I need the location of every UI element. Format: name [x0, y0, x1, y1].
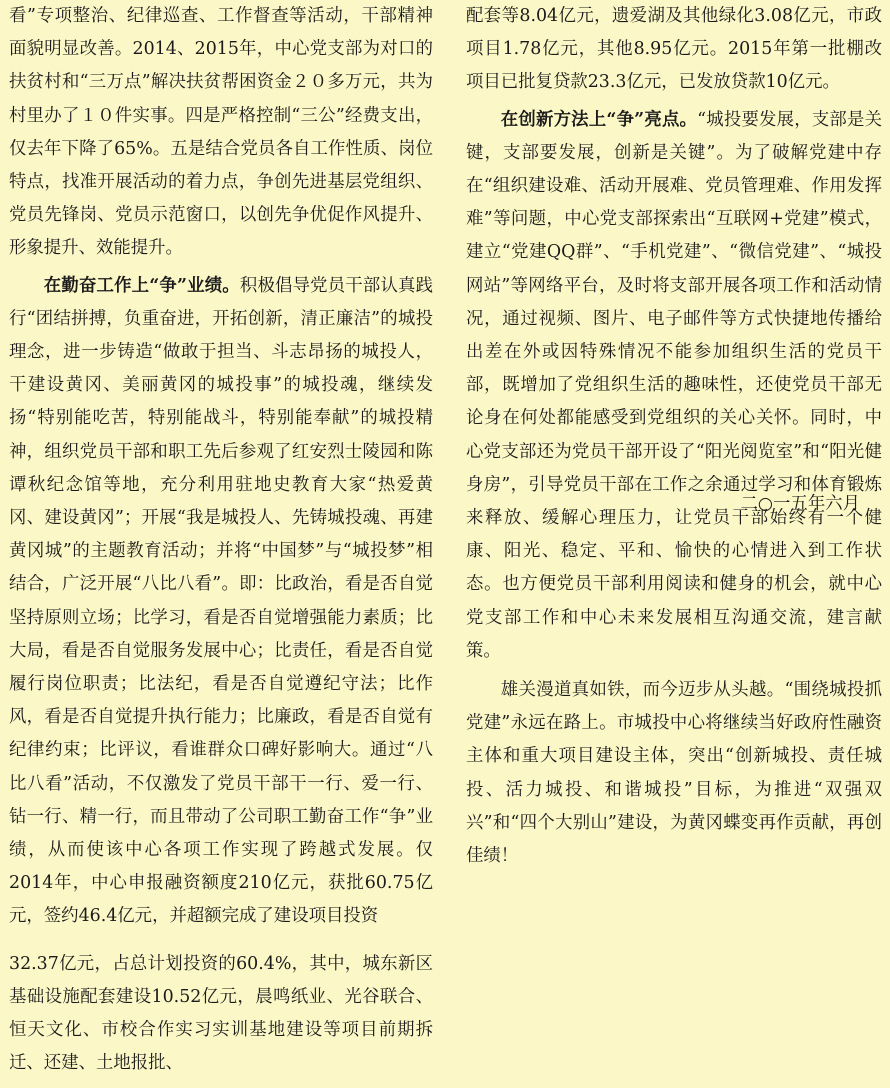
left-paragraph-2-body: 积极倡导党员干部认真践行“团结拼搏，负重奋进，开拓创新，清正廉洁”的城投理念，进一步铸造“做敢于担当、斗志昂扬的城投人，干建设黄冈、美丽黄冈的城投事”的城投魂，继续发扬“特别能吃苦，特别能战斗，特别能奉献”的城投精神，组织党员干部和职工先后参观了红安烈士陵园和陈谭秋纪念馆等地，充分利用驻地史教育大家“热爱黄冈、建设黄冈”；开展“我是城投人、先铸城投魂、再建黄冈城”的主题教育活动；并将“中国梦”与“城投梦”相结合，广泛开展“八比八看”。即：比政治，看是否自觉坚持原则立场；比学习，看是否自觉增强能力素质；比大局，看是否自觉服务发展中心；比责任，看是否自觉履行岗位职责；比法纪，看是否自觉遵纪守法；比作风，看是否自觉提升执行能力；比廉政，看是否自觉有纪律约束；比评议，看谁群众口碑好影响大。通过“八比八看”活动，不仅激发了党员干部干一行、爱一行、钻一行、精一行，而且带动了公司职工勤奋工作“争”业绩，从而使该中心各项工作实现了跨越式发展。仅2014年，中心申报融资额度210亿元，获批60.75亿元，签约46.4亿元，并超额完成了建设项目投资: [9, 275, 433, 927]
right-paragraph-3: 雄关漫道真如铁，而今迈步从头越。“围绕城投抓党建”永远在路上。市城投中心将继续当好政府性融资主体和重大项目建设主体，突出“创新城投、责任城投、活力城投、和谐城投”目标，为推进“双强双兴”和“四个大别山”建设，为黄冈蝶变再作贡献，再创佳绩！: [466, 680, 882, 867]
date-signoff: 二○一五年六月: [740, 494, 860, 514]
right-paragraph-2-heading: 在创新方法上“争”亮点。: [500, 109, 698, 130]
right-paragraph-2-body: “城投要发展，支部是关键，支部要发展，创新是关键”。为了破解党建中存在“组织建设难、活动开展难、党员管理难、作用发挥难”等问题，中心党支部探索出“互联网+党建”模式，建立“党建QQ群”、“手机党建”、“微信党建”、“城投网站”等网络平台，及时将支部开展各项工作和活动情况，通过视频、图片、电子邮件等方式快捷地传播给出差在外或因特殊情况不能参加组织生活的党员干部，既增加了党组织生活的趣味性，还使党员干部无论身在何处都能感受到党组织的关心关怀。同时，中心党支部还为党员干部开设了“阳光阅览室”和“阳光健身房”，引导党员干部在工作之余通过学习和体育锻炼来释放、缓解心理压力，让党员干部始终有一个健康、阳光、稳定、平和、愉快的心情进入到工作状态。也方便党员干部利用阅读和健身的机会，就中心党支部工作和中心未来发展相互沟通交流，建言献策。: [466, 109, 882, 661]
left-column: [9, 0, 433, 1081]
left-paragraph-3: 32.37亿元，占总计划投资的60.4%，其中，城东新区基础设施配套建设10.52亿元，晨鸣纸业、光谷联合、恒天文化、市校合作实习实训基地建设等项目前期拆迁、还建、土地报批、: [9, 953, 433, 1074]
right-paragraph-2: [466, 104, 882, 668]
right-column: [466, 0, 882, 873]
left-paragraph-2: [9, 270, 433, 934]
left-paragraph-1: 看”专项整治、纪律巡查、工作督查等活动，干部精神面貌明显改善。2014、2015年，中心党支部为对口的扶贫村和“三万点”解决扶贫帮困资金２０多万元，共为村里办了１０件实事。四是严格控制“三公”经费支出，仅去年下降了65%。五是结合党员各自工作性质、岗位特点，找准开展活动的着力点，争创先进基层党组织、党员先锋岗、党员示范窗口，以创先争优促作风提升、形象提升、效能提升。: [9, 6, 433, 259]
left-paragraph-2-heading: 在勤奋工作上“争”业绩。: [43, 275, 240, 296]
right-paragraph-1: 配套等8.04亿元，遗爱湖及其他绿化3.08亿元，市政项目1.78亿元，其他8.95亿元。2015年第一批棚改项目已批复贷款23.3亿元，已发放贷款10亿元。: [466, 6, 882, 93]
